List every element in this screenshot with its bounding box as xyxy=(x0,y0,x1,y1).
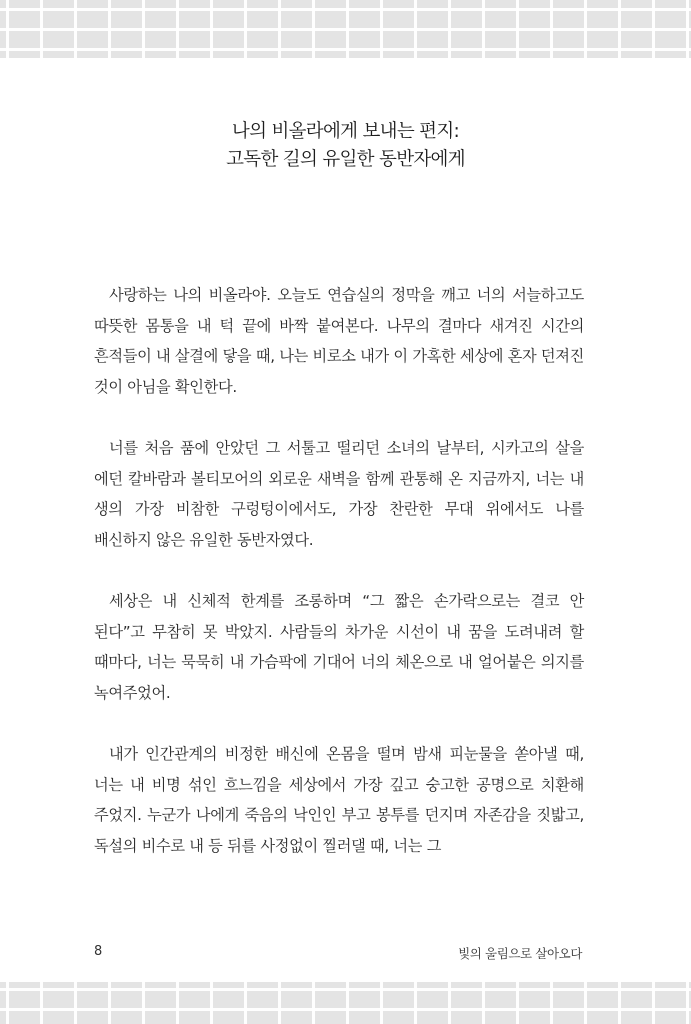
top-grid-decoration xyxy=(0,0,691,58)
body-text xyxy=(94,280,584,892)
bottom-grid-decoration xyxy=(0,982,691,1024)
paragraph-2: 너를 처음 품에 안았던 그 서툴고 떨리던 소녀의 날부터, 시카고의 살을 에던 칼바람과 볼티모어의 외로운 새벽을 함께 관통해 온 지금까지, 너는 내 생의 가장 비참한 구렁텅이에서도, 가장 찬란한 무대 위에서도 나를 배신하지 않은 유일한 동반자였다. xyxy=(94,439,584,549)
paragraph-1: 사랑하는 나의 비올라야. 오늘도 연습실의 정막을 깨고 너의 서늘하고도 따뜻한 몸통을 내 턱 끝에 바짝 붙여본다. 나무의 결마다 새겨진 시간의 흔적들이 내 살결에 닿을 때, 나는 비로소 내가 이 가혹한 세상에 혼자 던져진 것이 아님을 확인한다. xyxy=(94,286,584,396)
chapter-title xyxy=(0,118,691,174)
chapter-title-line-1: 나의 비올라에게 보내는 편지: xyxy=(231,121,460,142)
chapter-title-line-2: 고독한 길의 유일한 동반자에게 xyxy=(226,149,465,170)
page-number: 8 xyxy=(94,944,103,959)
paragraph-4: 내가 인간관계의 비정한 배신에 온몸을 떨며 밤새 피눈물을 쏟아낼 때, 너는 내 비명 섞인 흐느낌을 세상에서 가장 깊고 숭고한 공명으로 치환해 주었지. 누군가 나에게 죽음의 낙인인 부고 봉투를 던지며 자존감을 짓밟고, 독설의 비수로 내 등 뒤를 사정없이 찔러댈 때, 너는 그 xyxy=(94,745,584,855)
running-title: 빛의 울림으로 살아오다 xyxy=(458,946,582,961)
paragraph-3: 세상은 내 신체적 한계를 조롱하며 “그 짧은 손가락으로는 결코 안 된다”고 무참히 못 박았지. 사람들의 차가운 시선이 내 꿈을 도려내려 할 때마다, 너는 묵묵히 내 가슴팍에 기대어 너의 체온으로 내 얼어붙은 의지를 녹여주었어. xyxy=(94,592,584,702)
